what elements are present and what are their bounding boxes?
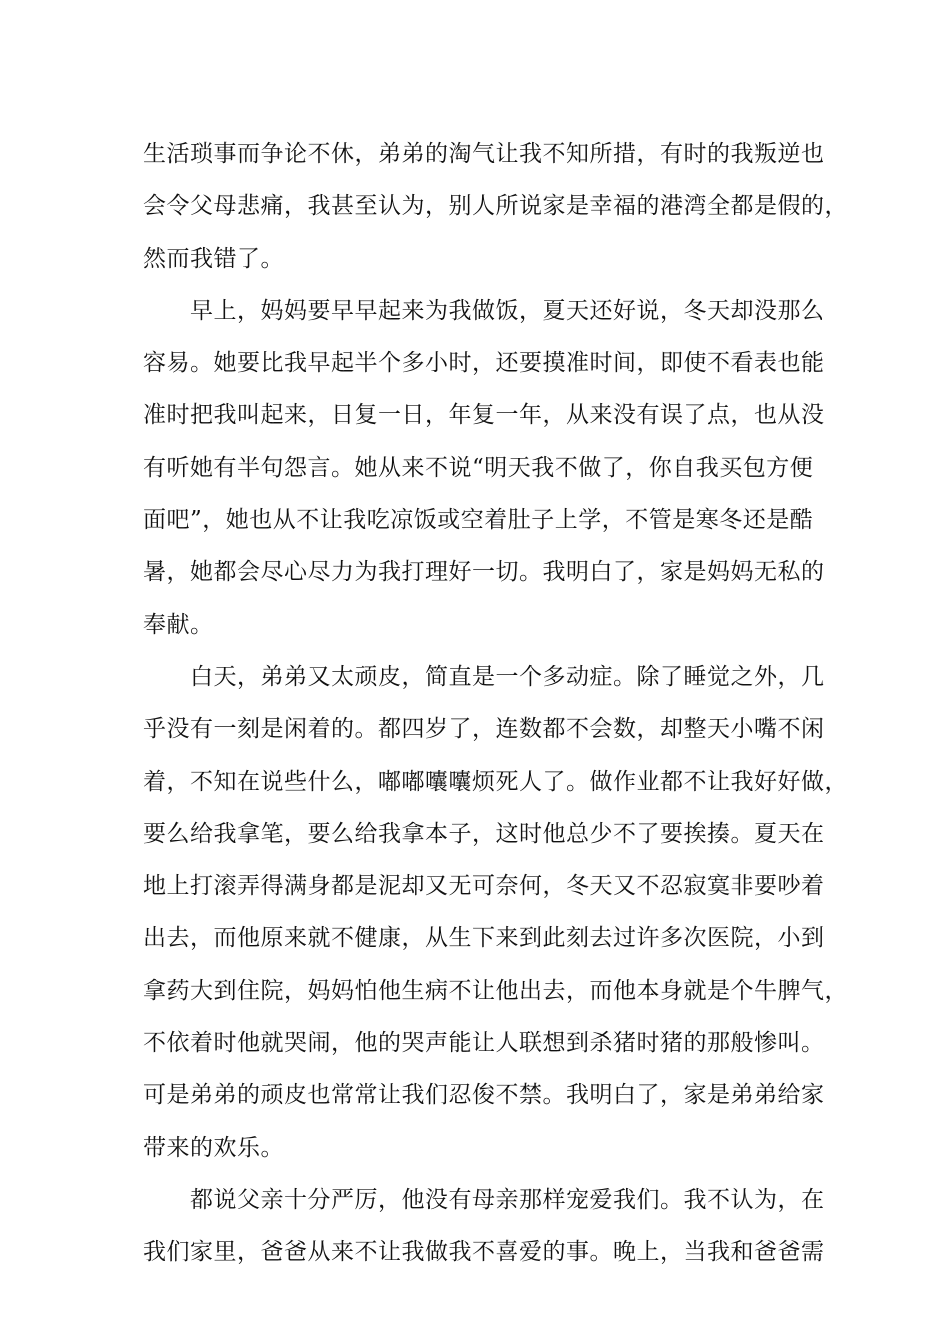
text-line: 准时把我叫起来，日复一日，年复一年，从来没有误了点，也从没 [143, 402, 825, 429]
text-line: 暑，她都会尽心尽力为我打理好一切。我明白了，家是妈妈无私的 [143, 559, 825, 586]
text-line: 出去，而他原来就不健康，从生下来到此刻去过许多次医院，小到 [143, 925, 825, 952]
text-line: 我们家里，爸爸从来不让我做我不喜爱的事。晚上，当我和爸爸需 [143, 1239, 825, 1266]
paragraph-start-line: 白天，弟弟又太顽皮，简直是一个多动症。除了睡觉之外，几 [190, 663, 825, 690]
text-line: 地上打滚弄得满身都是泥却又无可奈何，冬天又不忍寂寞非要吵着 [143, 873, 825, 900]
text-line: 容易。她要比我早起半个多小时，还要摸准时间，即使不看表也能 [143, 350, 825, 377]
text-line: 乎没有一刻是闲着的。都四岁了，连数都不会数，却整天小嘴不闲 [143, 716, 825, 743]
text-line: 要么给我拿笔，要么给我拿本子，这时他总少不了要挨揍。夏天在 [143, 820, 825, 847]
text-line: 拿药大到住院，妈妈怕他生病不让他出去，而他本身就是个牛脾气， [143, 977, 848, 1004]
text-line: 然而我错了。 [143, 245, 284, 272]
text-line: 有听她有半句怨言。她从来不说“明天我不做了，你自我买包方便 [143, 454, 814, 481]
text-line: 生活琐事而争论不休，弟弟的淘气让我不知所措，有时的我叛逆也 [143, 141, 825, 167]
text-line: 会令父母悲痛，我甚至认为，别人所说家是幸福的港湾全都是假的， [143, 193, 848, 220]
text-line: 着，不知在说些什么，嘟嘟囔囔烦死人了。做作业都不让我好好做， [143, 768, 848, 795]
paragraph-start-line: 早上，妈妈要早早起来为我做饭，夏天还好说，冬天却没那么 [190, 297, 825, 324]
paragraph-start-line: 都说父亲十分严厉，他没有母亲那样宠爱我们。我不认为，在 [190, 1186, 825, 1213]
essay-body [143, 130, 848, 1281]
text-line: 不依着时他就哭闹，他的哭声能让人联想到杀猪时猪的那般惨叫。 [143, 1030, 825, 1057]
text-line: 带来的欢乐。 [143, 1134, 284, 1161]
text-line: 面吧”，她也从不让我吃凉饭或空着肚子上学，不管是寒冬还是酷 [143, 507, 814, 534]
text-line: 奉献。 [143, 611, 214, 638]
text-line: 可是弟弟的顽皮也常常让我们忍俊不禁。我明白了，家是弟弟给家 [143, 1082, 825, 1109]
